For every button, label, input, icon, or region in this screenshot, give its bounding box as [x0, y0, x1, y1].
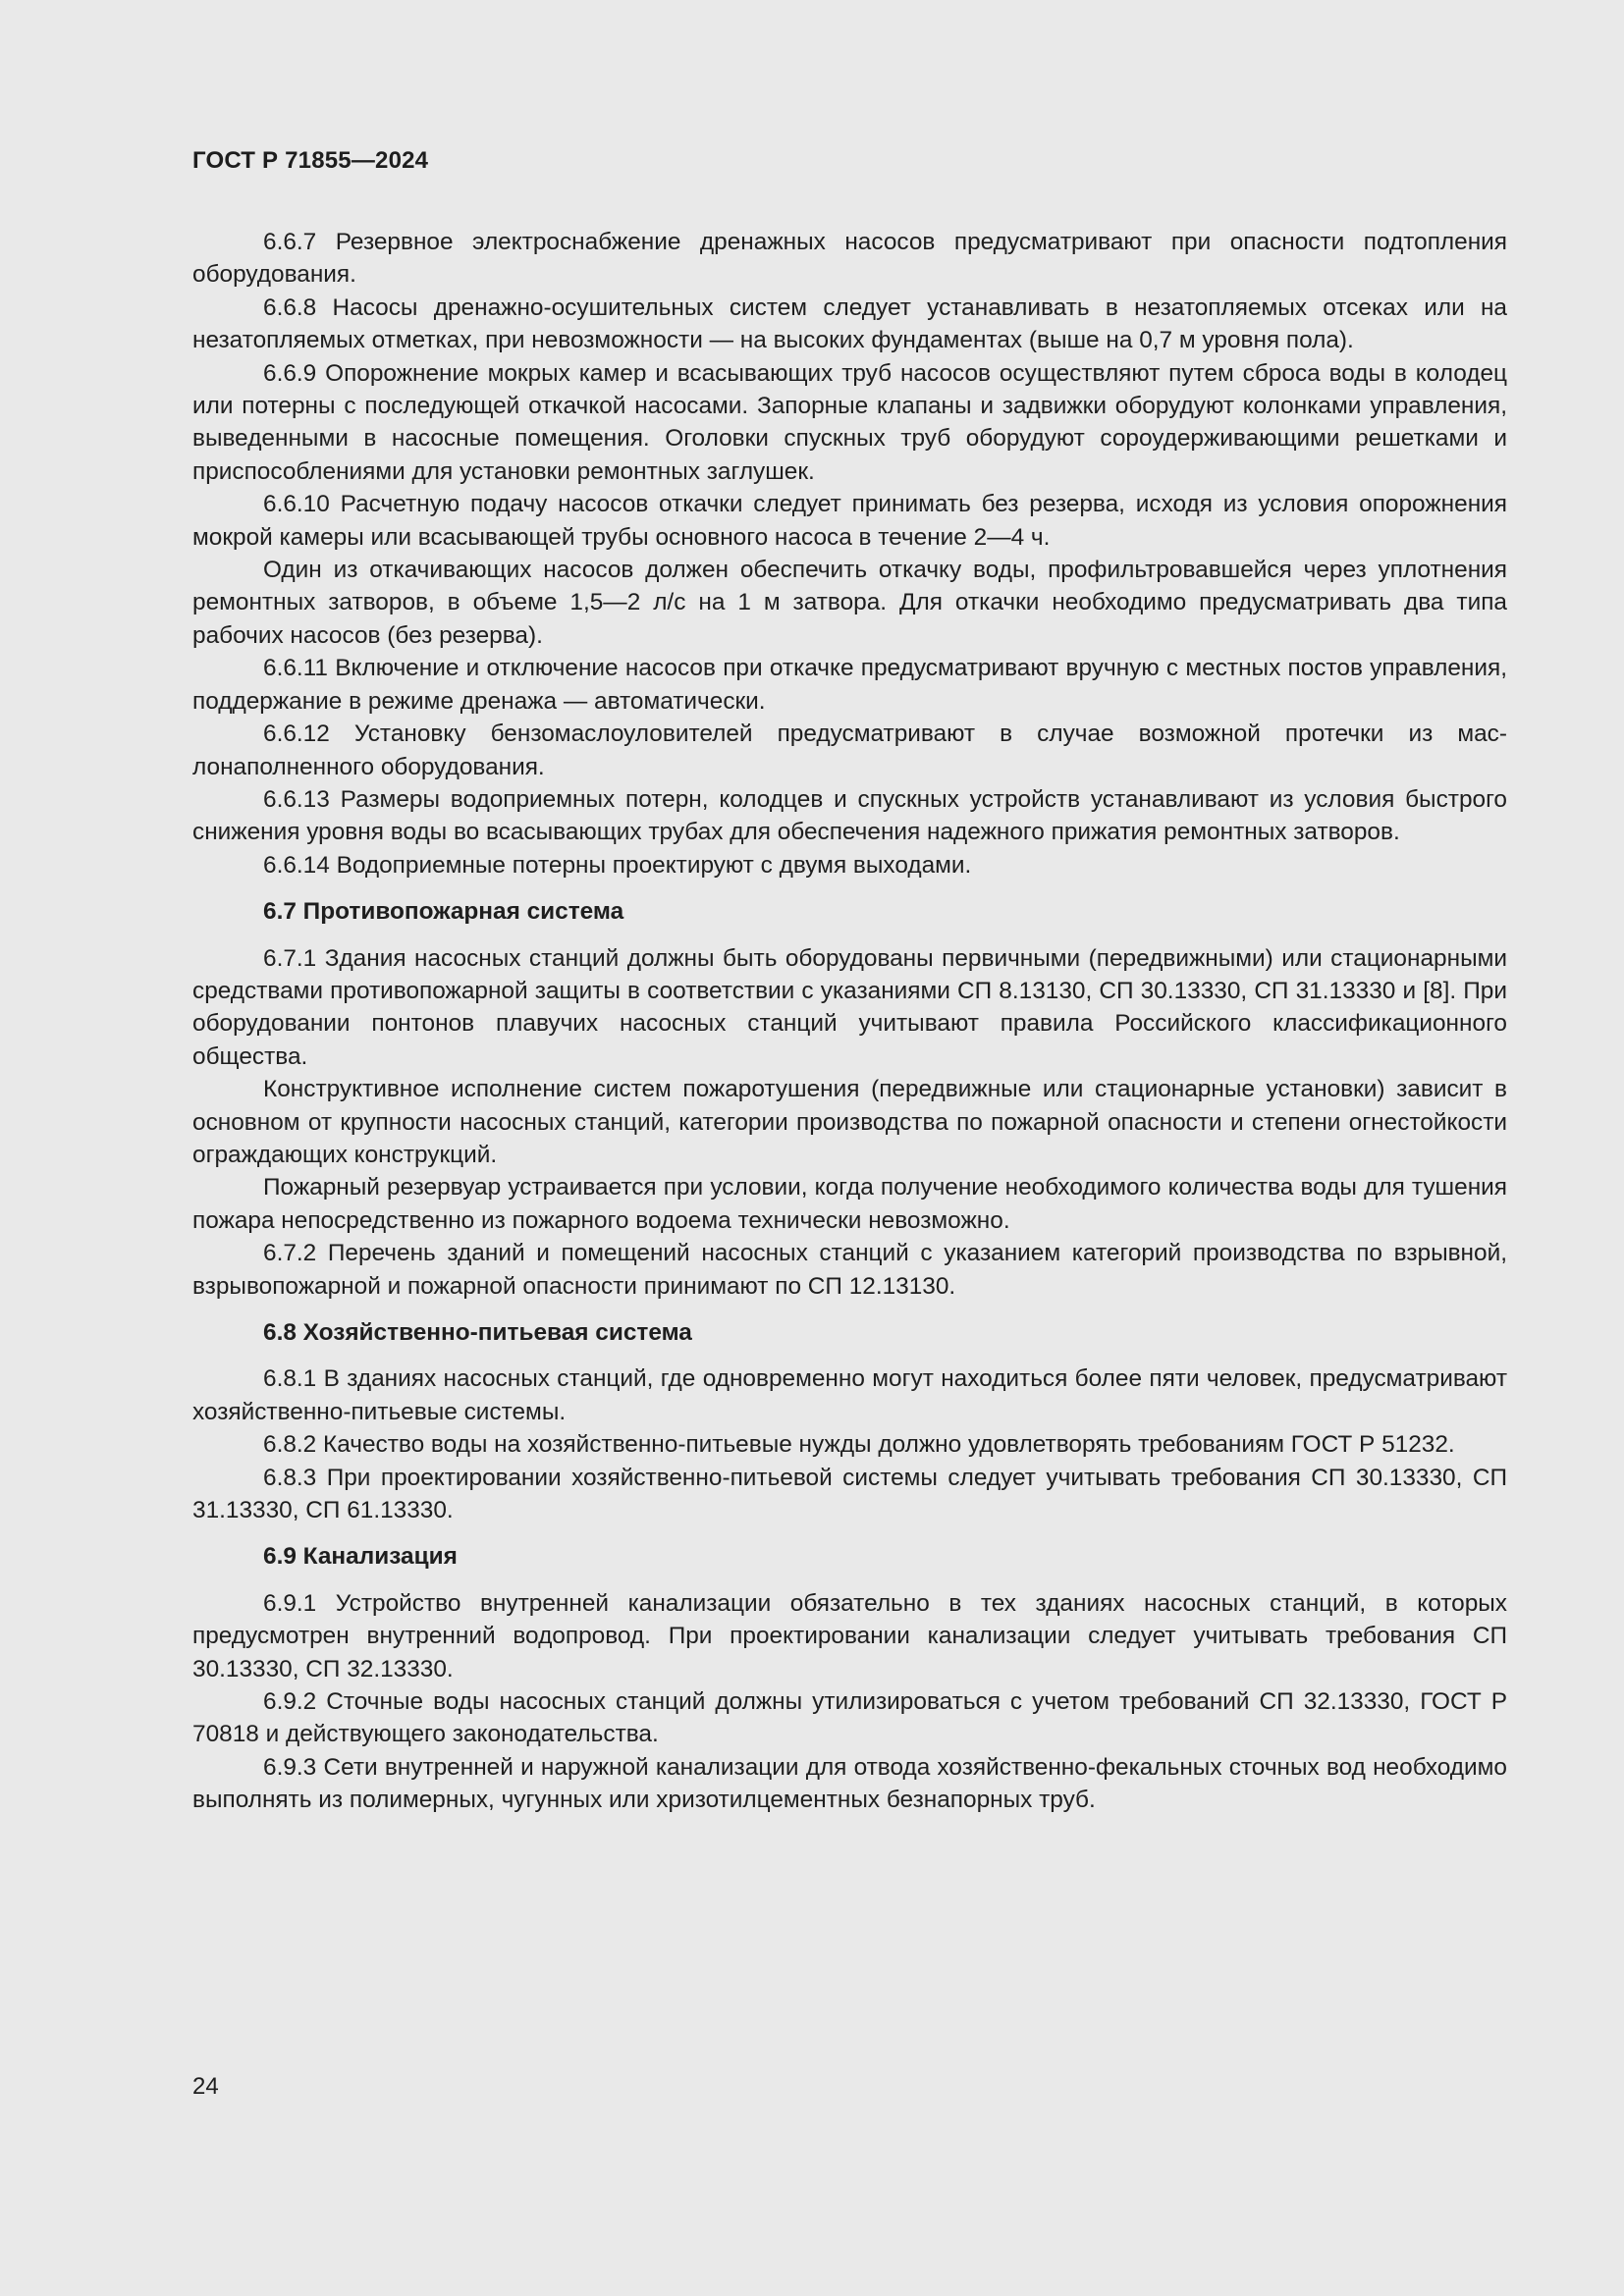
document-header: ГОСТ Р 71855—2024 [192, 147, 429, 174]
paragraph-6-6-7: 6.6.7 Резервное электроснабжение дренажных насосов предусматривают при опасности подтопления оборудования. [192, 229, 1507, 289]
paragraph-6-6-13: 6.6.13 Размеры водоприемных потерн, колодцев и спускных устройств устанавливают из условия быстрого снижения уровня воды во всасывающих трубах для обеспечения надежного прижатия ремонтных затворов. [192, 785, 1507, 846]
paragraph-6-8-3: 6.8.3 При проектировании хозяйственно-питьевой системы следует учитывать требования СП 30.13330, СП 31.13330, СП 61.13330. [192, 1464, 1507, 1524]
paragraph-6-9-3: 6.9.3 Сети внутренней и наружной канализации для отвода хозяйственно-фекальных сточных вод необходимо выполнять из полимерных, чугунных или хризотилцементных безнапорных труб. [192, 1753, 1507, 1814]
paragraph-6-9-2: 6.9.2 Сточные воды насосных станций должны утилизироваться с учетом требований СП 32.13330, ГОСТ Р 70818 и действующего законодательства. [192, 1688, 1507, 1748]
paragraph-6-8-2: 6.8.2 Качество воды на хозяйственно-питьевые нужды должно удовлетворять требованиям ГОСТ Р 51232. [263, 1431, 1455, 1459]
paragraph-6-9-1: 6.9.1 Устройство внутренней канализации обязательно в тех зданиях насосных станций, в которых предусмотрен внутренний водопровод. При проектировании канализации следует учитывать требования СП 30.13330, СП 32.13330. [192, 1589, 1507, 1682]
paragraph-6-7-2: 6.7.2 Перечень зданий и помещений насосных станций с указанием категорий производства по взрывной, взрывопожарной и пожарной опасности принимают по СП 12.13130. [192, 1240, 1507, 1300]
paragraph-6-6-10: 6.6.10 Расчетную подачу насосов откачки следует принимать без резерва, исходя из условия опорожнения мокрой камеры или всасывающей трубы основного насоса в течение 2—4 ч. [192, 491, 1507, 551]
paragraph-6-6-12: 6.6.12 Установку бензомаслоуловителей предусматривают в случае возможной протечки из маслонаполненного оборудования. [192, 721, 1507, 780]
document-body [192, 226, 1507, 1817]
section-heading-6-7: 6.7 Противопожарная система [263, 898, 624, 926]
section-heading-6-9: 6.9 Канализация [263, 1543, 458, 1571]
paragraph-6-6-9: 6.6.9 Опорожнение мокрых камер и всасывающих труб насосов осуществляют путем сброса воды в колодец или потерны с последующей откачкой насосами. Запорные клапаны и задвижки оборудуют колонками управления, выведенными в насосные помещения. Оголовки спускных труб оборудуют сороудерживающими решетками и приспособлениями для установки ремонтных заглушек. [192, 359, 1507, 485]
paragraph-6-7-1-cont-1: Конструктивное исполнение систем пожаротушения (передвижные или стационарные установки) зависит в основном от крупности насосных станций, категории производства по пожарной опасности и степени огнестойкости ограждающих конструкций. [192, 1076, 1507, 1168]
page-number: 24 [192, 2073, 219, 2100]
paragraph-6-6-14: 6.6.14 Водоприемные потерны проектируют с двумя выходами. [263, 851, 972, 879]
paragraph-6-6-8: 6.6.8 Насосы дренажно-осушительных систем следует устанавливать в незатопляемых отсеках или на незатопляемых отметках, при невозможности — на высоких фундаментах (выше на 0,7 м уровня пола). [192, 294, 1507, 354]
section-heading-6-8: 6.8 Хозяйственно-питьевая система [263, 1319, 692, 1346]
paragraph-6-6-11: 6.6.11 Включение и отключение насосов при откачке предусматривают вручную с местных постов управления, поддержание в режиме дренажа — автоматически. [192, 655, 1507, 715]
paragraph-6-7-1-cont-2: Пожарный резервуар устраивается при условии, когда получение необходимого количества воды для тушения пожара непосредственно из пожарного водоема технически невозможно. [192, 1174, 1507, 1234]
paragraph-6-7-1: 6.7.1 Здания насосных станций должны быть оборудованы первичными (передвижными) или стационарными средствами противопожарной защиты в соответствии с указаниями СП 8.13130, СП 30.13330, СП 31.13330 и [8]. При оборудовании понтонов плавучих насосных станций учитывают правила Российского классификационного общества. [192, 944, 1507, 1070]
paragraph-6-6-10-cont: Один из откачивающих насосов должен обеспечить откачку воды, профильтровавшейся через уплотнения ремонтных затворов, в объеме 1,5—2 л/с на 1 м затвора. Для откачки необходимо предусматривать два типа рабочих насосов (без резерва). [192, 557, 1507, 649]
paragraph-6-8-1: 6.8.1 В зданиях насосных станций, где одновременно могут находиться более пяти человек, предусматривают хозяйственно-питьевые системы. [192, 1365, 1507, 1425]
